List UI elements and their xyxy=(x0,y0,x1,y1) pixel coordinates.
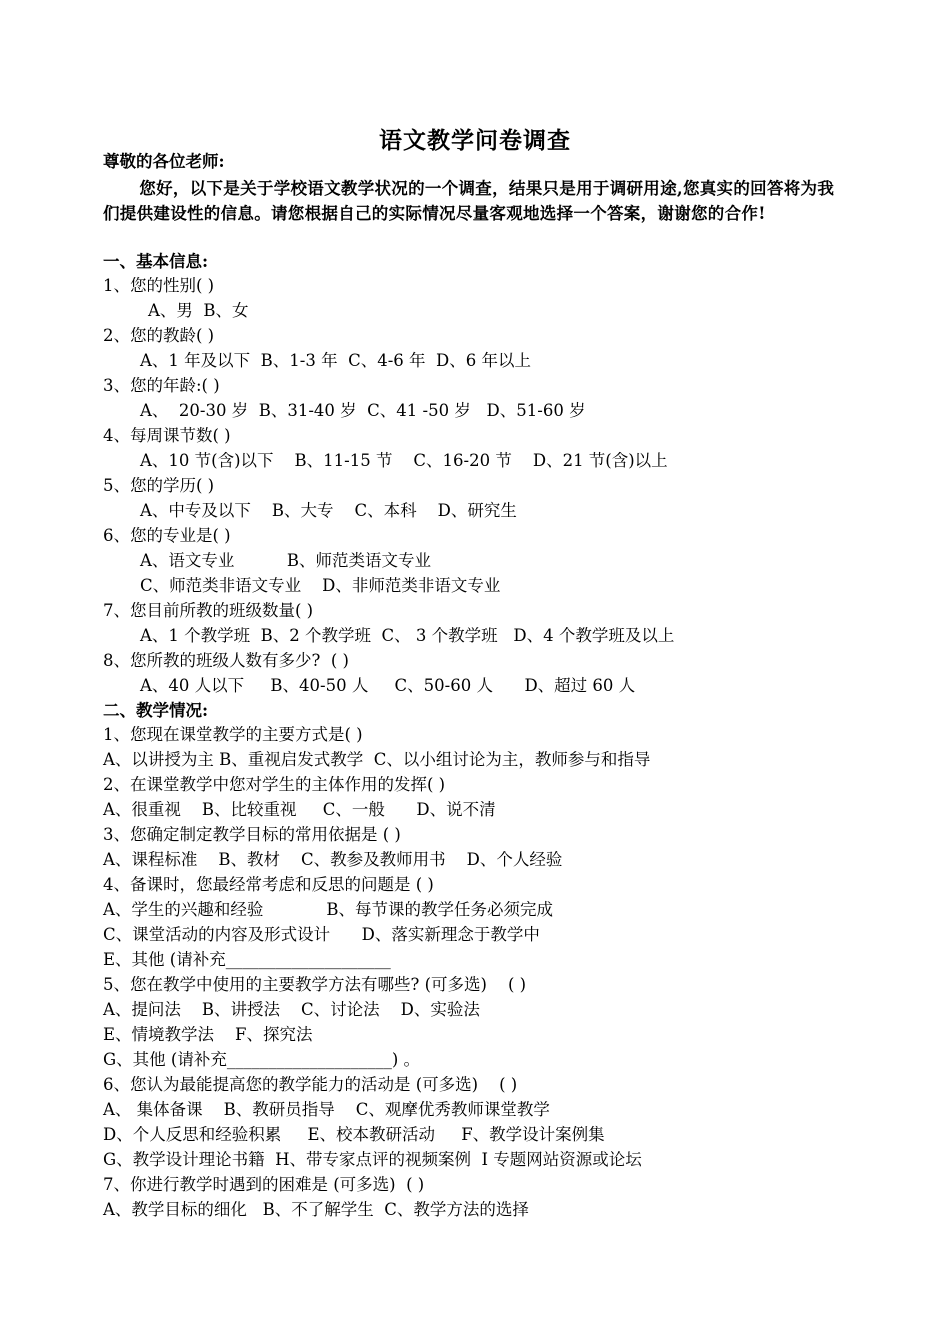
options-major-1: A、语文专业 B、师范类语文专业 xyxy=(140,551,431,570)
question-teaching-years: 2、您的教龄( ) xyxy=(103,326,215,345)
question-student-role: 2、在课堂教学中您对学生的主体作用的发挥( ) xyxy=(103,775,446,794)
question-improve-activities: 6、您认为最能提高您的教学能力的活动是 (可多选) ( ) xyxy=(103,1075,518,1094)
options-improve-activities-1: A、 集体备课 B、教研员指导 C、观摩优秀教师课堂教学 xyxy=(103,1100,550,1119)
section-heading-basic-info: 一、基本信息: xyxy=(103,252,209,271)
options-lesson-prep-2: C、课堂活动的内容及形式设计 D、落实新理念于教学中 xyxy=(103,925,540,944)
options-teaching-methods-3: G、其他 (请补充____________________) 。 xyxy=(103,1050,421,1069)
options-lesson-prep-1: A、学生的兴趣和经验 B、每节课的教学任务必须完成 xyxy=(103,900,553,919)
question-teaching-methods: 5、您在教学中使用的主要教学方法有哪些? (可多选) ( ) xyxy=(103,975,527,994)
options-major-2: C、师范类非语文专业 D、非师范类非语文专业 xyxy=(140,576,501,595)
question-education: 5、您的学历( ) xyxy=(103,476,215,495)
options-teaching-years: A、1 年及以下 B、1-3 年 C、4-6 年 D、6 年以上 xyxy=(140,351,531,370)
options-teaching-methods-1: A、提问法 B、讲授法 C、讨论法 D、实验法 xyxy=(103,1000,480,1019)
options-class-size: A、40 人以下 B、40-50 人 C、50-60 人 D、超过 60 人 xyxy=(140,676,636,695)
options-lesson-prep-3: E、其他 (请补充____________________ xyxy=(103,950,391,969)
options-improve-activities-2: D、个人反思和经验积累 E、校本教研活动 F、教学设计案例集 xyxy=(103,1125,605,1144)
question-class-size: 8、您所教的班级人数有多少? ( ) xyxy=(103,651,349,670)
question-gender: 1、您的性别( ) xyxy=(103,276,215,295)
question-teaching-mode: 1、您现在课堂教学的主要方式是( ) xyxy=(103,725,363,744)
intro-paragraph: 您好，以下是关于学校语文教学状况的一个调查，结果只是用于调研用途,您真实的回答将为我们提供建设性的信息。请您根据自己的实际情况尽量客观地选择一个答案，谢谢您的合作! xyxy=(103,179,835,223)
options-gender: A、男 B、女 xyxy=(148,301,249,320)
question-weekly-lessons: 4、每周课节数( ) xyxy=(103,426,231,445)
options-weekly-lessons: A、10 节(含)以下 B、11-15 节 C、16-20 节 D、21 节(含)以上 xyxy=(140,451,668,470)
options-teaching-methods-2: E、情境教学法 F、探究法 xyxy=(103,1025,313,1044)
options-improve-activities-3: G、教学设计理论书籍 H、带专家点评的视频案例 I 专题网站资源或论坛 xyxy=(103,1150,642,1169)
options-age: A、 20-30 岁 B、31-40 岁 C、41 -50 岁 D、51-60 岁 xyxy=(140,401,586,420)
options-difficulties: A、教学目标的细化 B、不了解学生 C、教学方法的选择 xyxy=(103,1200,529,1219)
question-lesson-prep: 4、备课时，您最经常考虑和反思的问题是 ( ) xyxy=(103,875,434,894)
question-class-count: 7、您目前所教的班级数量( ) xyxy=(103,601,314,620)
options-teaching-mode: A、以讲授为主 B、重视启发式教学 C、以小组讨论为主，教师参与和指导 xyxy=(103,750,651,769)
section-heading-teaching: 二、教学情况: xyxy=(103,701,209,720)
options-objective-basis: A、课程标准 B、教材 C、教参及教师用书 D、个人经验 xyxy=(103,850,563,869)
question-age: 3、您的年龄:( ) xyxy=(103,376,220,395)
options-education: A、中专及以下 B、大专 C、本科 D、研究生 xyxy=(140,501,517,520)
question-objective-basis: 3、您确定制定教学目标的常用依据是 ( ) xyxy=(103,825,401,844)
page-title: 语文教学问卷调查 xyxy=(379,127,571,154)
options-student-role: A、很重视 B、比较重视 C、一般 D、说不清 xyxy=(103,800,496,819)
question-major: 6、您的专业是( ) xyxy=(103,526,231,545)
greeting: 尊敬的各位老师: xyxy=(103,152,225,171)
options-class-count: A、1 个教学班 B、2 个教学班 C、 3 个教学班 D、4 个教学班及以上 xyxy=(140,626,675,645)
question-difficulties: 7、你进行教学时遇到的困难是 (可多选) ( ) xyxy=(103,1175,425,1194)
